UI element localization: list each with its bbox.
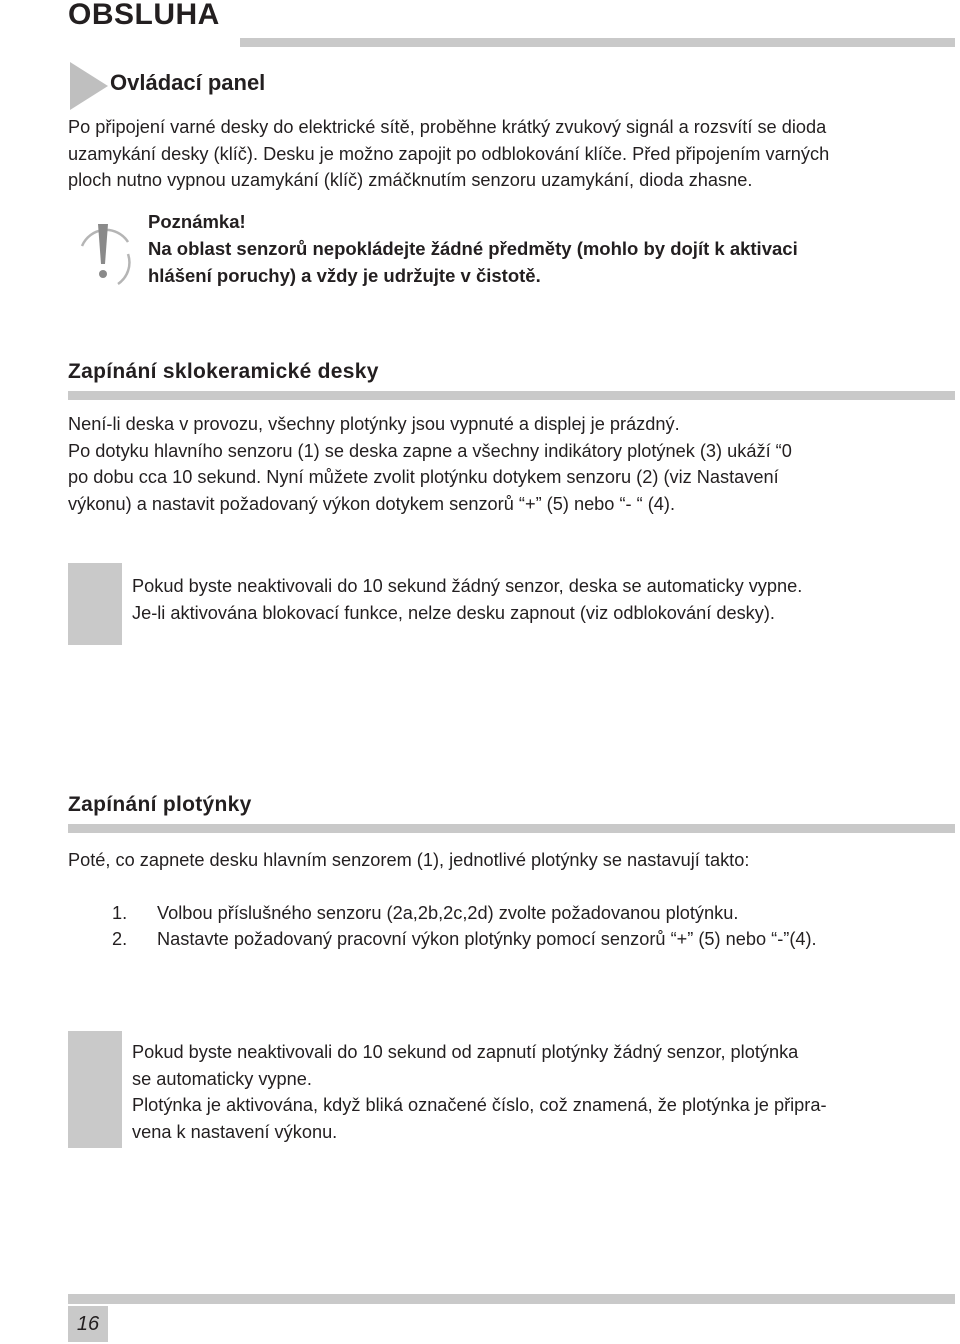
text-line: vena k nastavení výkonu. (132, 1121, 338, 1142)
control-panel-text (68, 114, 829, 194)
page-number: 16 (76, 1313, 100, 1335)
text-line: Pokud byste neaktivovali do 10 sekund žádný senzor, deska se automaticky vypne. (132, 576, 803, 596)
text-line: Plotýnka je aktivována, když bliká označené číslo, což znamená, že plotýnka je připra- (132, 1095, 827, 1115)
text-line: Není-li deska v provozu, všechny plotýnky jsou vypnuté a displej je prázdný. (68, 414, 680, 434)
warning-icon (72, 216, 134, 290)
section-heading-glass: Zapínání sklokeramické desky (68, 360, 379, 383)
section-arrow-icon (70, 62, 108, 110)
text-line: Je-li aktivována blokovací funkce, nelze desku zapnout (viz odblokování desky). (132, 602, 775, 623)
section-glass-text (68, 411, 955, 517)
page-title: OBSLUHA (68, 0, 220, 31)
section-heading-zones: Zapínání plotýnky (68, 793, 252, 816)
text-line: Po připojení varné desky do elektrické sítě, proběhne krátký zvukový signál a rozsvítí se dioda (68, 117, 827, 137)
note-title: Poznámka! (148, 211, 246, 232)
text-line: Po dotyku hlavního senzoru (1) se deska zapne a všechny indikátory plotýnek (3) ukáží “0 (68, 440, 792, 461)
info-marker (68, 563, 122, 645)
text-line: výkonu) a nastavit požadovaný výkon dotykem senzorů “+” (5) nebo “- “ (4). (68, 493, 676, 514)
zones-intro: Poté, co zapnete desku hlavním senzorem (1), jednotlivé plotýnky se nastavují takto: (68, 850, 750, 870)
text-line: hlášení poruchy) a vždy je udržujte v čistotě. (148, 264, 541, 286)
step-text: Nastavte požadovaný pracovní výkon plotýnky pomocí senzorů “+” (5) nebo “-”(4). (157, 929, 817, 949)
info-text-glass (132, 573, 802, 626)
footer-rule (68, 1294, 955, 1304)
info-text-zones (132, 1039, 955, 1145)
text-line: uzamykání desky (klíč). Desku je možno zapojit po odblokování klíče. Před připojením varných (68, 143, 830, 164)
step-number: 1. (112, 903, 128, 923)
step-text: Volbou příslušného senzoru (2a,2b,2c,2d) zvolte požadovanou plotýnku. (157, 903, 739, 923)
section-rule (68, 824, 955, 833)
text-line: Pokud byste neaktivovali do 10 sekund od zapnutí plotýnky žádný senzor, plotýnka (132, 1042, 799, 1062)
control-panel-heading: Ovládací panel (110, 70, 266, 95)
text-line: se automaticky vypne. (132, 1068, 312, 1089)
info-marker (68, 1031, 122, 1148)
text-line: po dobu cca 10 sekund. Nyní můžete zvolit plotýnku dotykem senzoru (2) (viz Nastavení (68, 467, 779, 487)
text-line: ploch nutno vypnou uzamykání (klíč) zmáčknutím senzoru uzamykání, dioda zhasne. (68, 170, 753, 190)
section-rule (68, 391, 955, 400)
note-text (148, 236, 938, 289)
step-number: 2. (112, 929, 128, 949)
text-line: Na oblast senzorů nepokládejte žádné předměty (mohlo by dojít k aktivaci (148, 238, 798, 259)
header-rule (240, 38, 955, 47)
